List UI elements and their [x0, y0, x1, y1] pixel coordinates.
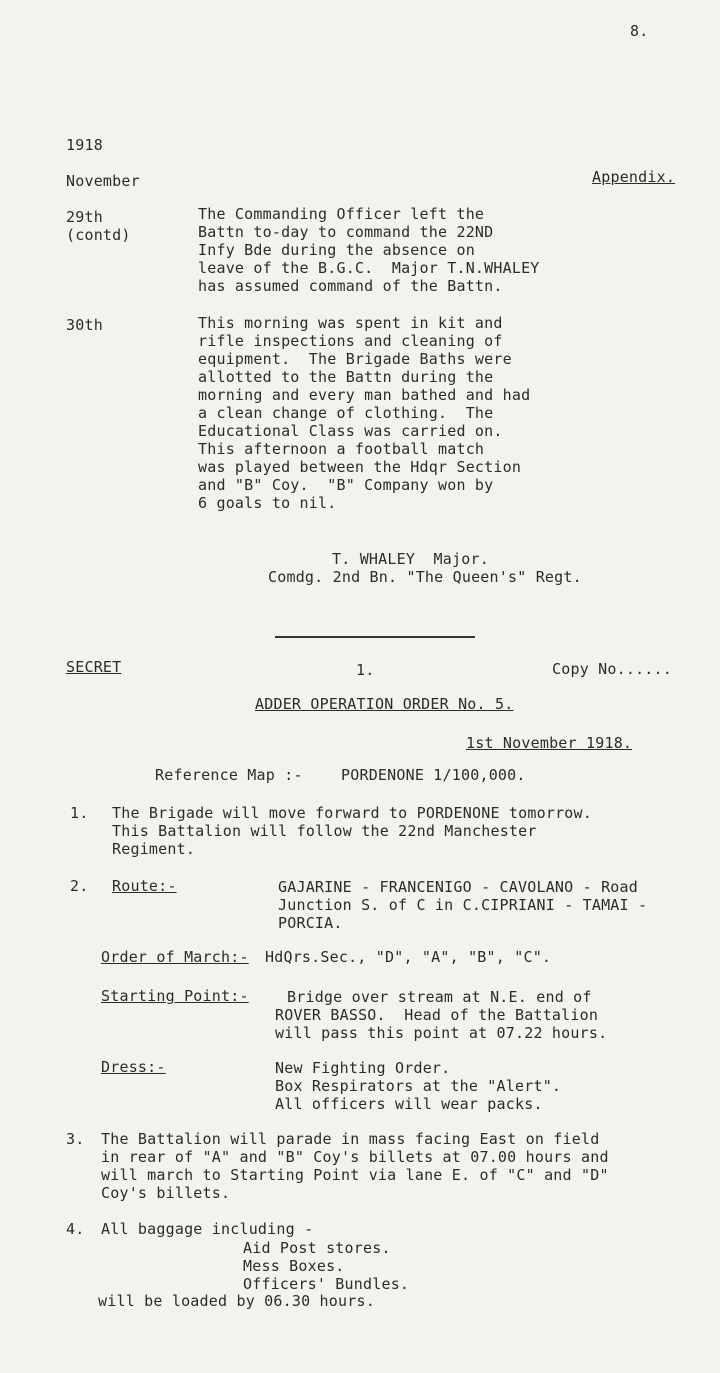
- entry-line: The Commanding Officer left the: [198, 205, 485, 223]
- starting-point-label: Starting Point:-: [101, 987, 249, 1005]
- baggage-intro: All baggage including -: [101, 1220, 314, 1238]
- starting-point-line: ROVER BASSO. Head of the Battalion: [275, 1006, 599, 1024]
- paragraph-line: will march to Starting Point via lane E. of "C" and "D": [101, 1166, 609, 1184]
- paragraph-line: The Brigade will move forward to PORDENONE tomorrow.: [112, 804, 592, 822]
- section-divider: [275, 636, 475, 638]
- reference-value: PORDENONE 1/100,000.: [341, 766, 526, 784]
- dress-line: New Fighting Order.: [275, 1059, 451, 1077]
- paragraph-number: 4.: [66, 1220, 85, 1238]
- entry-line: morning and every man bathed and had: [198, 386, 531, 404]
- classification: SECRET: [66, 658, 122, 676]
- entry-line: a clean change of clothing. The: [198, 404, 494, 422]
- baggage-closing: will be loaded by 06.30 hours.: [98, 1292, 375, 1310]
- appendix-heading: Appendix.: [592, 168, 676, 186]
- paragraph-line: in rear of "A" and "B" Coy's billets at 07.00 hours and: [101, 1148, 609, 1166]
- entry-date: 30th: [66, 316, 103, 334]
- baggage-item: Officers' Bundles.: [243, 1275, 410, 1293]
- paragraph-line: Regiment.: [112, 840, 196, 858]
- entry-line: Educational Class was carried on.: [198, 422, 503, 440]
- paragraph-line: Coy's billets.: [101, 1184, 231, 1202]
- entry-line: This morning was spent in kit and: [198, 314, 503, 332]
- order-title: ADDER OPERATION ORDER No. 5.: [255, 695, 514, 713]
- signature-unit: Comdg. 2nd Bn. "The Queen's" Regt.: [268, 568, 582, 586]
- paragraph-number: 2.: [70, 877, 89, 895]
- signature-name: T. WHALEY Major.: [332, 550, 489, 568]
- route-label: Route:-: [112, 877, 177, 895]
- starting-point-line: Bridge over stream at N.E. end of: [287, 988, 592, 1006]
- entry-line: was played between the Hdqr Section: [198, 458, 522, 476]
- starting-point-line: will pass this point at 07.22 hours.: [275, 1024, 608, 1042]
- march-label: Order of March:-: [101, 948, 249, 966]
- route-line: Junction S. of C in C.CIPRIANI - TAMAI -: [278, 896, 648, 914]
- dress-label: Dress:-: [101, 1058, 166, 1076]
- paragraph-line: This Battalion will follow the 22nd Manchester: [112, 822, 537, 840]
- order-page-number: 1.: [356, 661, 375, 679]
- entry-date: 29th: [66, 208, 103, 226]
- order-date: 1st November 1918.: [466, 734, 633, 752]
- diary-month: November: [66, 172, 140, 190]
- entry-line: 6 goals to nil.: [198, 494, 337, 512]
- diary-year: 1918: [66, 136, 103, 154]
- baggage-item: Aid Post stores.: [243, 1239, 391, 1257]
- entry-line: and "B" Coy. "B" Company won by: [198, 476, 494, 494]
- paragraph-number: 3.: [66, 1130, 85, 1148]
- route-line: GAJARINE - FRANCENIGO - CAVOLANO - Road: [278, 878, 638, 896]
- paragraph-line: The Battalion will parade in mass facing East on field: [101, 1130, 600, 1148]
- entry-line: Infy Bde during the absence on: [198, 241, 475, 259]
- dress-line: All officers will wear packs.: [275, 1095, 543, 1113]
- entry-line: This afternoon a football match: [198, 440, 485, 458]
- reference-label: Reference Map :-: [155, 766, 303, 784]
- entry-date-note: (contd): [66, 226, 131, 244]
- dress-line: Box Respirators at the "Alert".: [275, 1077, 562, 1095]
- march-value: HdQrs.Sec., "D", "A", "B", "C".: [265, 948, 552, 966]
- entry-line: leave of the B.G.C. Major T.N.WHALEY: [198, 259, 540, 277]
- entry-line: Battn to-day to command the 22ND: [198, 223, 494, 241]
- baggage-item: Mess Boxes.: [243, 1257, 345, 1275]
- entry-line: allotted to the Battn during the: [198, 368, 494, 386]
- paragraph-number: 1.: [70, 804, 89, 822]
- entry-line: has assumed command of the Battn.: [198, 277, 503, 295]
- copy-number: Copy No......: [552, 660, 672, 678]
- entry-line: equipment. The Brigade Baths were: [198, 350, 512, 368]
- route-line: PORCIA.: [278, 914, 343, 932]
- page-number: 8.: [630, 22, 649, 40]
- entry-line: rifle inspections and cleaning of: [198, 332, 503, 350]
